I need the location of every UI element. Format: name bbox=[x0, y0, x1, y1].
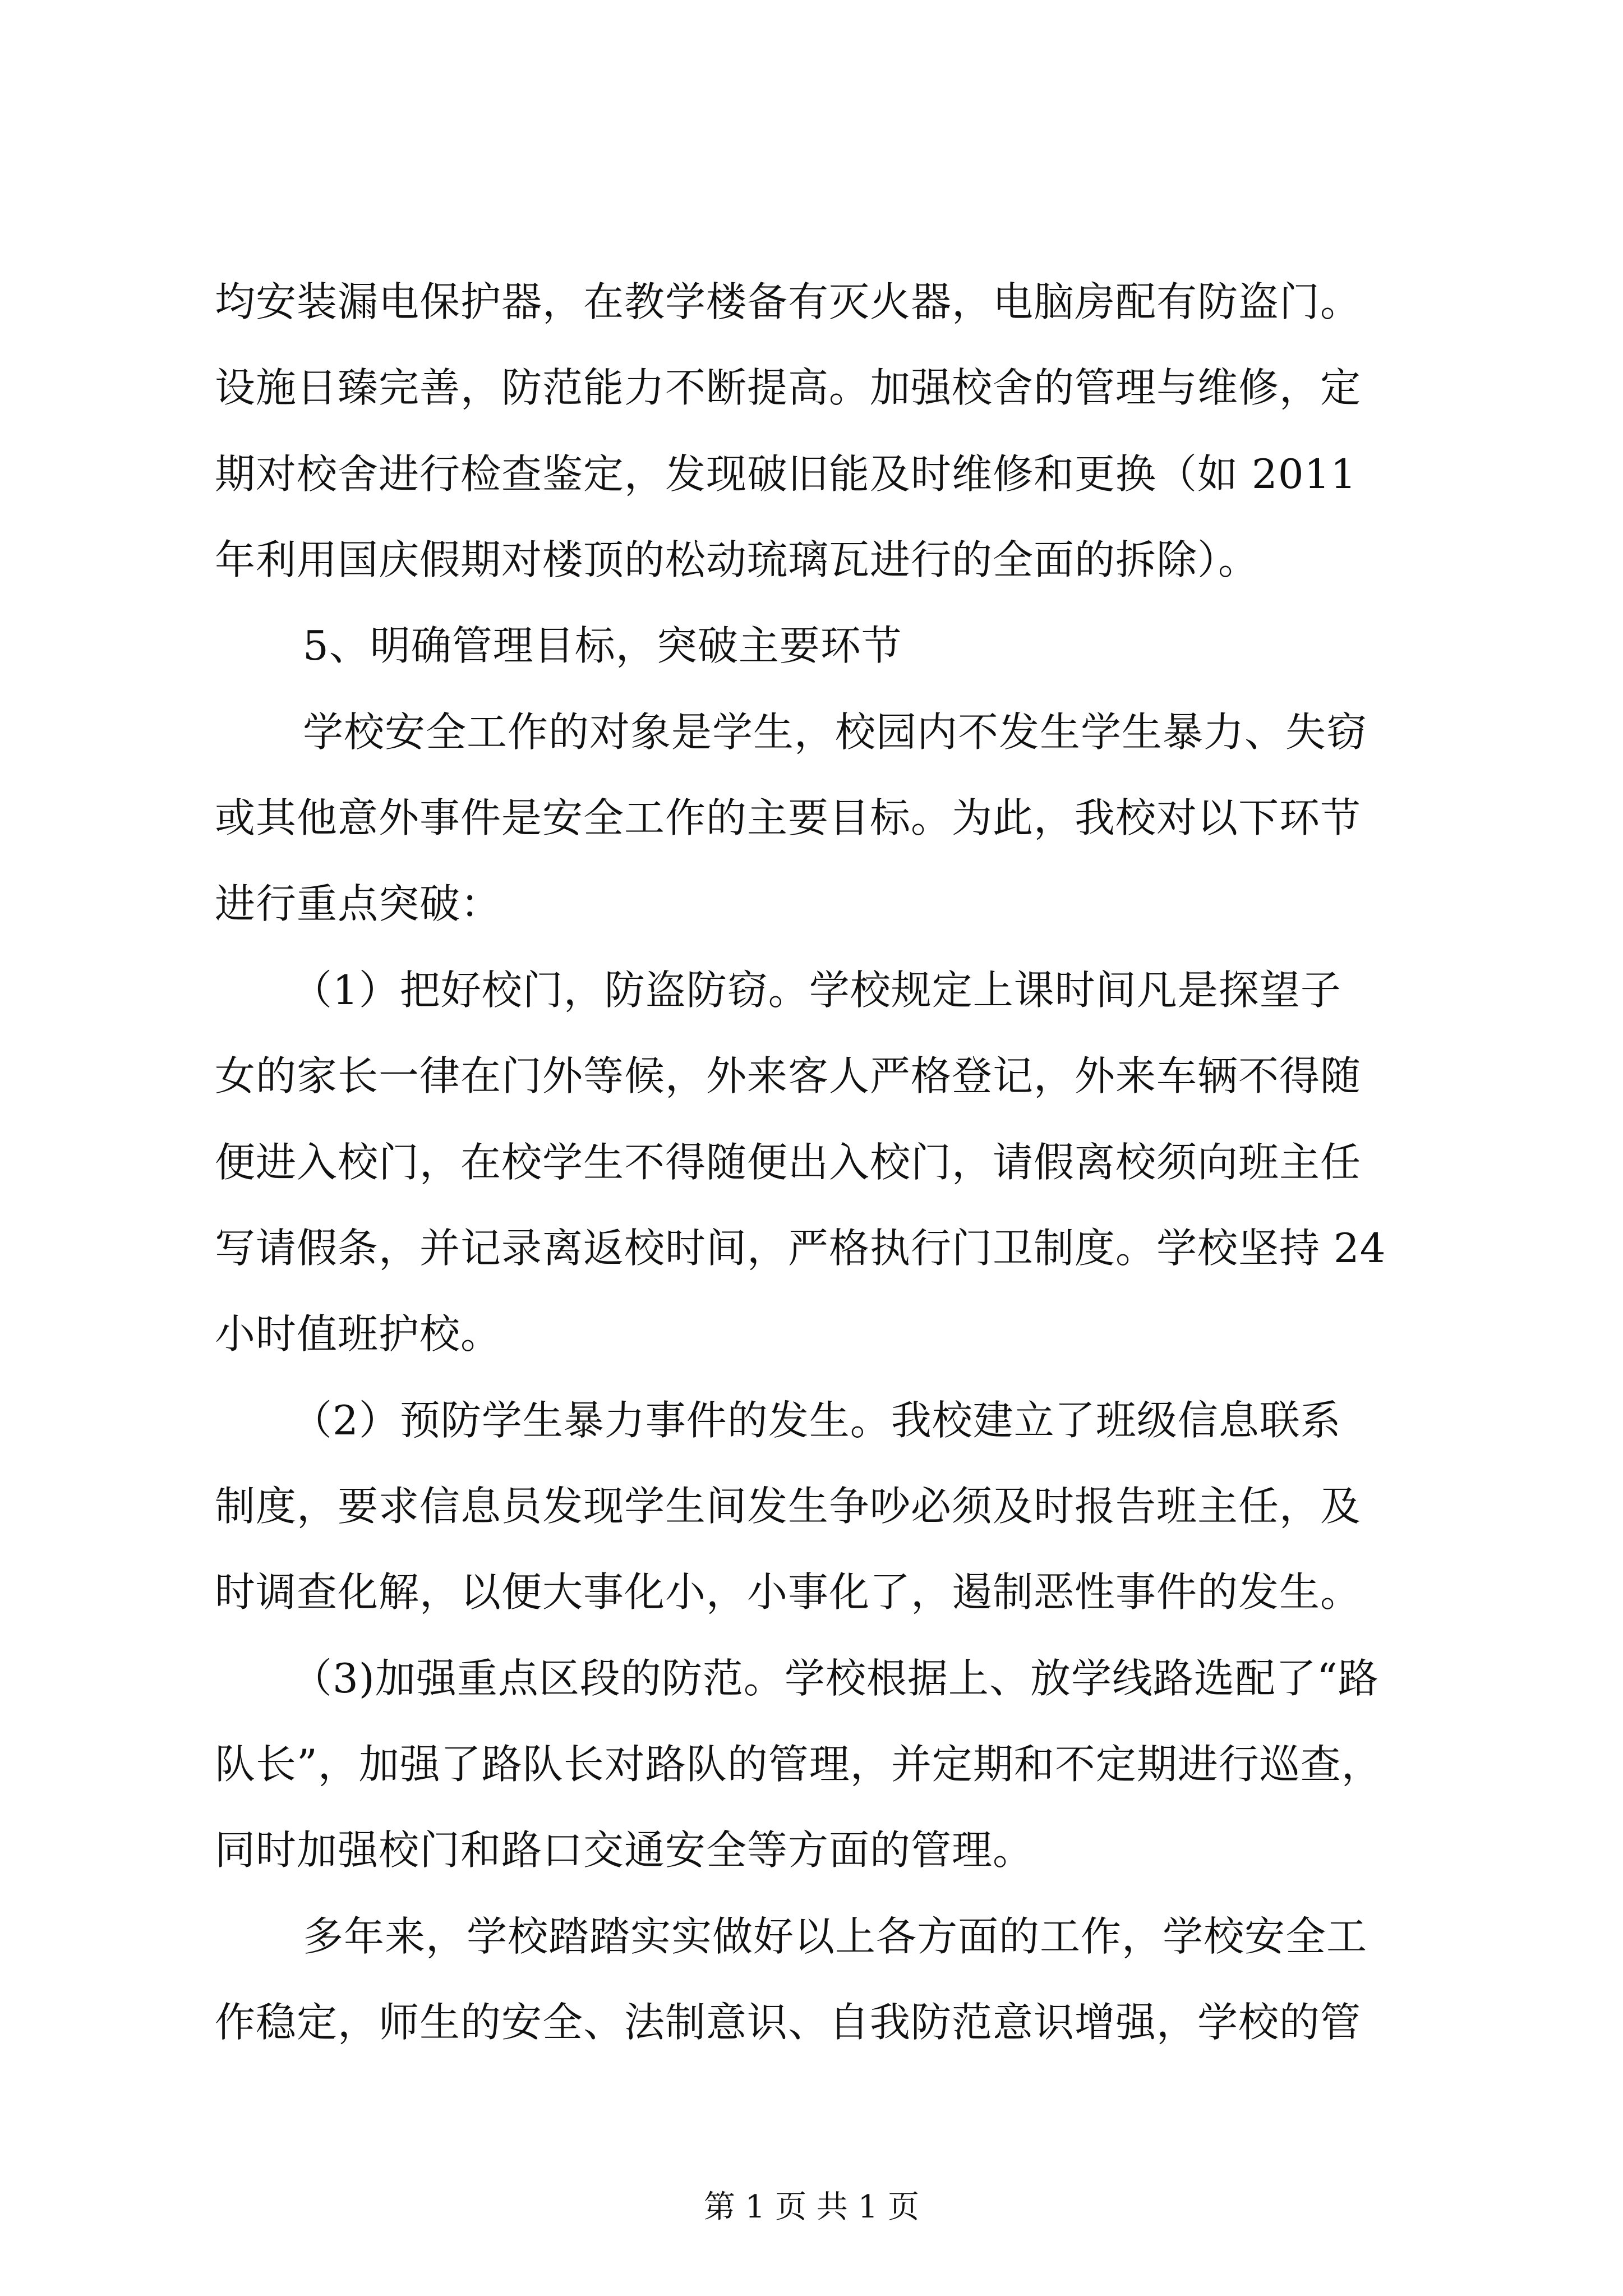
list-item-first-line: （1）把好校门，防盗防窃。学校规定上课时间凡是探望子 bbox=[292, 967, 1341, 1014]
body-line: 进行重点突破： bbox=[215, 880, 502, 927]
body-line: 期对校舍进行检查鉴定，发现破旧能及时维修和更换（如 2011 bbox=[215, 450, 1357, 498]
list-item-first-line: （3)加强重点区段的防范。学校根据上、放学线路选配了“路 bbox=[292, 1655, 1379, 1702]
body-line: 或其他意外事件是安全工作的主要目标。为此，我校对以下环节 bbox=[215, 794, 1362, 841]
body-line: 设施日臻完善，防范能力不断提高。加强校舍的管理与维修，定 bbox=[215, 364, 1362, 411]
body-line: 年利用国庆假期对楼顶的松动琉璃瓦进行的全面的拆除）。 bbox=[215, 536, 1260, 583]
body-line: 作稳定，师生的安全、法制意识、自我防范意识增强，学校的管 bbox=[215, 1999, 1362, 2046]
paragraph-first-line: 多年来，学校踏踏实实做好以上各方面的工作，学校安全工 bbox=[303, 1913, 1368, 1960]
body-line: 队长”，加强了路队长对路队的管理，并定期和不定期进行巡查， bbox=[215, 1741, 1382, 1788]
body-line: 女的家长一律在门外等候，外来客人严格登记，外来车辆不得随 bbox=[215, 1052, 1362, 1099]
body-line: 小时值班护校。 bbox=[215, 1310, 502, 1358]
body-line: 同时加强校门和路口交通安全等方面的管理。 bbox=[215, 1826, 1034, 1874]
body-line: 均安装漏电保护器，在教学楼备有灭火器，电脑房配有防盗门。 bbox=[215, 278, 1362, 325]
section-heading: 5、明确管理目标，突破主要环节 bbox=[303, 622, 902, 669]
page-footer: 第 1 页 共 1 页 bbox=[703, 2189, 920, 2225]
body-line: 写请假条，并记录离返校时间，严格执行门卫制度。学校坚持 24 bbox=[215, 1225, 1386, 1272]
list-item-first-line: （2）预防学生暴力事件的发生。我校建立了班级信息联系 bbox=[292, 1397, 1341, 1444]
body-line: 便进入校门，在校学生不得随便出入校门，请假离校须向班主任 bbox=[215, 1139, 1362, 1186]
body-line: 时调查化解，以便大事化小，小事化了，遏制恶性事件的发生。 bbox=[215, 1568, 1362, 1616]
paragraph-first-line: 学校安全工作的对象是学生，校园内不发生学生暴力、失窃 bbox=[303, 708, 1368, 756]
body-line: 制度，要求信息员发现学生间发生争吵必须及时报告班主任，及 bbox=[215, 1483, 1362, 1530]
